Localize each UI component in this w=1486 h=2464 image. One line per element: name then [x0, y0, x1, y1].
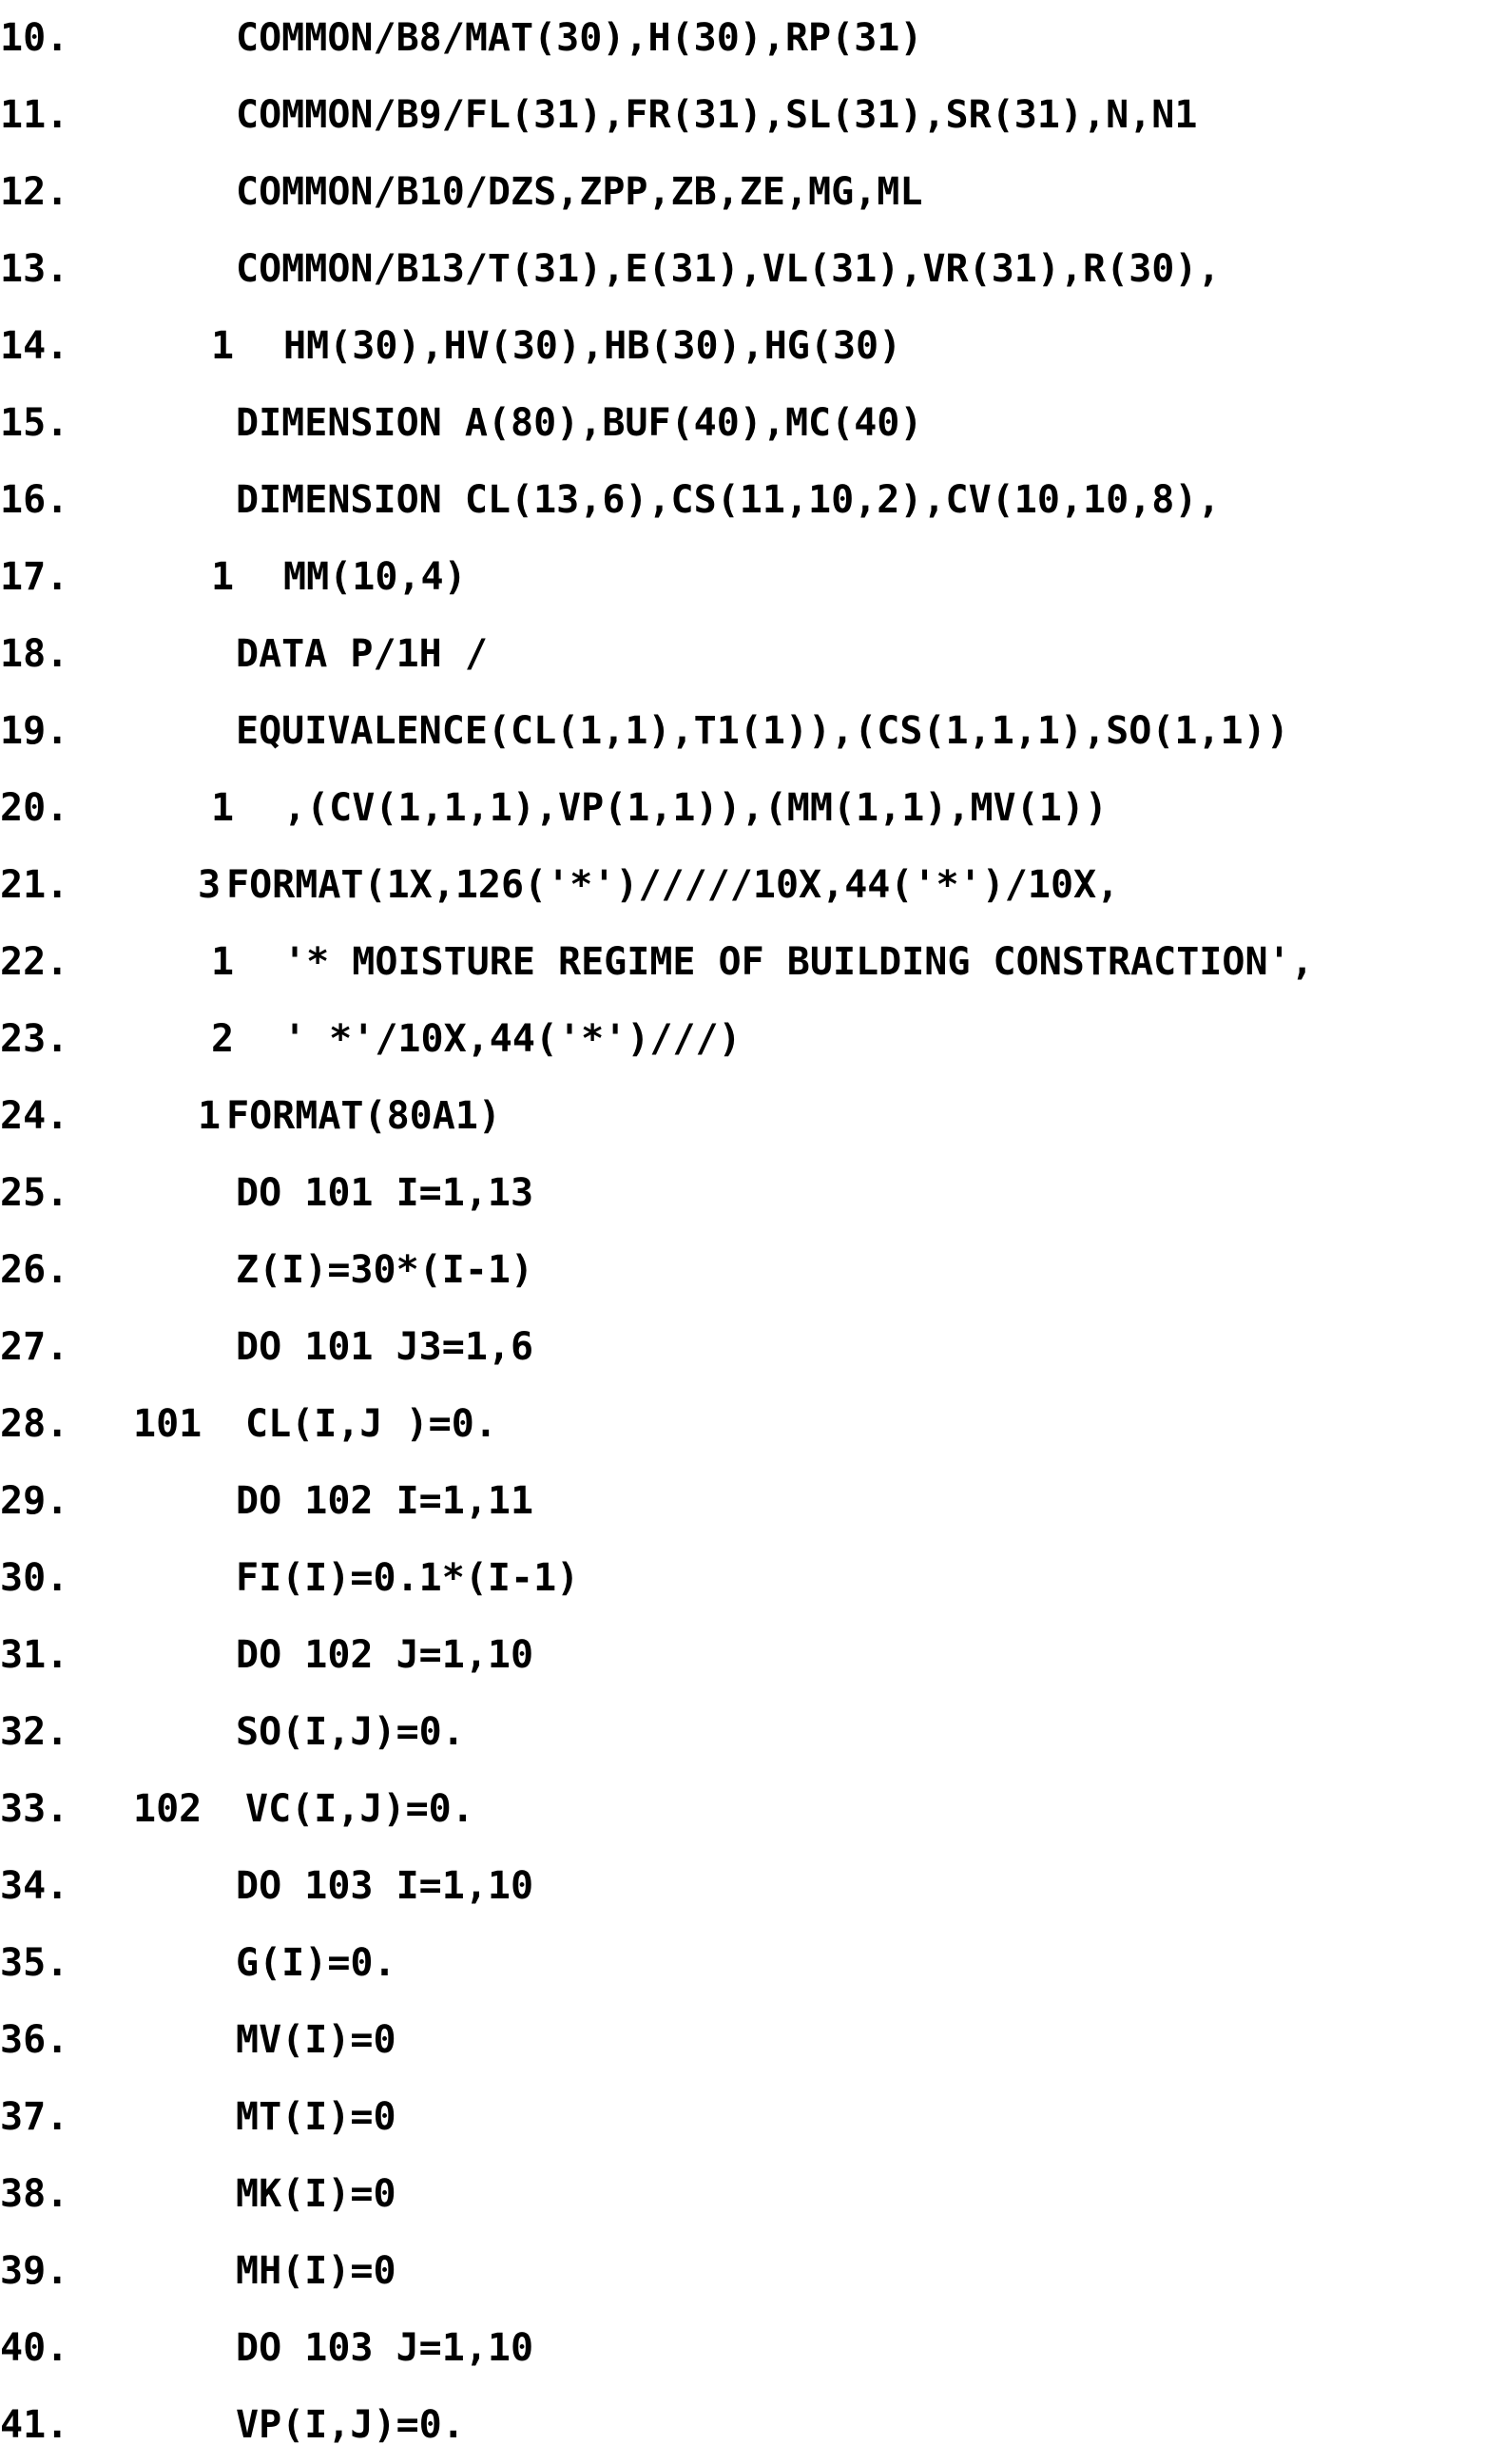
code-line: [0, 2310, 1486, 2387]
statement-text: Z(I)=30*(I-1): [236, 1248, 534, 1292]
statement-text: '* MOISTURE REGIME OF BUILDING CONSTRACTION',: [283, 940, 1314, 984]
statement-text: EQUIVALENCE(CL(1,1),T1(1)),(CS(1,1,1),SO(1,1)): [236, 709, 1289, 753]
code-line: [0, 1771, 1486, 1848]
statement-text: MH(I)=0: [236, 2249, 396, 2293]
code-line: [0, 0, 1486, 77]
code-line: [0, 1309, 1486, 1386]
code-line: [0, 2233, 1486, 2310]
line-number: 17.: [0, 555, 69, 599]
statement-label: 1: [198, 1094, 222, 1138]
statement-text: DO 102 J=1,10: [236, 1633, 534, 1677]
line-number: 29.: [0, 1479, 69, 1523]
code-line: [0, 616, 1486, 693]
statement-text: MM(10,4): [283, 555, 467, 599]
line-number: 36.: [0, 2018, 69, 2062]
line-number: 11.: [0, 93, 69, 137]
continuation-mark: 1: [211, 324, 235, 368]
statement-text: SO(I,J)=0.: [236, 1710, 465, 1754]
code-line: [0, 2387, 1486, 2464]
line-number: 30.: [0, 1556, 69, 1600]
code-line: [0, 1078, 1486, 1155]
statement-text: CL(I,J )=0.: [245, 1402, 497, 1446]
statement-text: DIMENSION CL(13,6),CS(11,10,2),CV(10,10,8),: [236, 478, 1221, 522]
code-line: [0, 385, 1486, 462]
line-number: 41.: [0, 2403, 69, 2447]
statement-text: HM(30),HV(30),HB(30),HG(30): [283, 324, 902, 368]
continuation-mark: 2: [211, 1017, 235, 1061]
line-number: 34.: [0, 1864, 69, 1908]
line-number: 14.: [0, 324, 69, 368]
continuation-mark: 1: [211, 555, 235, 599]
statement-text: ' *'/10X,44('*')///): [283, 1017, 742, 1061]
statement-label: 3: [198, 863, 222, 907]
line-number: 13.: [0, 247, 69, 291]
code-line: [0, 77, 1486, 154]
continuation-mark: 1: [211, 786, 235, 830]
code-line: [0, 770, 1486, 847]
code-line: [0, 1386, 1486, 1463]
line-number: 35.: [0, 1941, 69, 1985]
line-number: 26.: [0, 1248, 69, 1292]
statement-label: 102: [133, 1787, 203, 1831]
code-line: [0, 154, 1486, 231]
code-line: [0, 1848, 1486, 1925]
line-number: 20.: [0, 786, 69, 830]
line-number: 31.: [0, 1633, 69, 1677]
statement-text: FORMAT(80A1): [226, 1094, 501, 1138]
code-line: [0, 1925, 1486, 2002]
line-number: 18.: [0, 632, 69, 676]
line-number: 21.: [0, 863, 69, 907]
line-number: 39.: [0, 2249, 69, 2293]
statement-text: ,(CV(1,1,1),VP(1,1)),(MM(1,1),MV(1)): [283, 786, 1108, 830]
statement-text: DO 103 I=1,10: [236, 1864, 534, 1908]
line-number: 40.: [0, 2326, 69, 2370]
line-number: 22.: [0, 940, 69, 984]
code-line: [0, 1694, 1486, 1771]
line-number: 25.: [0, 1171, 69, 1215]
statement-text: DO 101 I=1,13: [236, 1171, 534, 1215]
statement-text: COMMON/B10/DZS,ZPP,ZB,ZE,MG,ML: [236, 170, 923, 214]
statement-text: COMMON/B13/T(31),E(31),VL(31),VR(31),R(30),: [236, 247, 1221, 291]
statement-text: MK(I)=0: [236, 2172, 396, 2216]
statement-text: COMMON/B9/FL(31),FR(31),SL(31),SR(31),N,N1: [236, 93, 1198, 137]
statement-text: MV(I)=0: [236, 2018, 396, 2062]
code-line: [0, 1540, 1486, 1617]
statement-text: G(I)=0.: [236, 1941, 396, 1985]
code-line: [0, 231, 1486, 308]
statement-text: MT(I)=0: [236, 2095, 396, 2139]
code-line: [0, 539, 1486, 616]
line-number: 27.: [0, 1325, 69, 1369]
line-number: 32.: [0, 1710, 69, 1754]
code-line: [0, 1617, 1486, 1694]
statement-text: DO 102 I=1,11: [236, 1479, 534, 1523]
code-line: [0, 1155, 1486, 1232]
statement-text: COMMON/B8/MAT(30),H(30),RP(31): [236, 16, 923, 60]
code-line: [0, 693, 1486, 770]
code-line: [0, 2156, 1486, 2233]
code-line: [0, 2079, 1486, 2156]
code-line: [0, 308, 1486, 385]
statement-text: DO 103 J=1,10: [236, 2326, 534, 2370]
statement-text: FORMAT(1X,126('*')/////10X,44('*')/10X,: [226, 863, 1120, 907]
statement-label: 101: [133, 1402, 203, 1446]
statement-text: DATA P/1H /: [236, 632, 488, 676]
statement-text: VC(I,J)=0.: [245, 1787, 474, 1831]
line-number: 15.: [0, 401, 69, 445]
statement-text: FI(I)=0.1*(I-1): [236, 1556, 580, 1600]
code-line: [0, 462, 1486, 539]
line-number: 24.: [0, 1094, 69, 1138]
continuation-mark: 1: [211, 940, 235, 984]
line-number: 38.: [0, 2172, 69, 2216]
code-line: [0, 1463, 1486, 1540]
line-number: 28.: [0, 1402, 69, 1446]
line-number: 37.: [0, 2095, 69, 2139]
code-line: [0, 924, 1486, 1001]
code-line: [0, 1232, 1486, 1309]
line-number: 23.: [0, 1017, 69, 1061]
statement-text: VP(I,J)=0.: [236, 2403, 465, 2447]
code-line: [0, 847, 1486, 924]
line-number: 33.: [0, 1787, 69, 1831]
statement-text: DO 101 J3=1,6: [236, 1325, 534, 1369]
code-line: [0, 1001, 1486, 1078]
line-number: 16.: [0, 478, 69, 522]
line-number: 12.: [0, 170, 69, 214]
statement-text: DIMENSION A(80),BUF(40),MC(40): [236, 401, 923, 445]
line-number: 10.: [0, 16, 69, 60]
line-number: 19.: [0, 709, 69, 753]
code-line: [0, 2002, 1486, 2079]
